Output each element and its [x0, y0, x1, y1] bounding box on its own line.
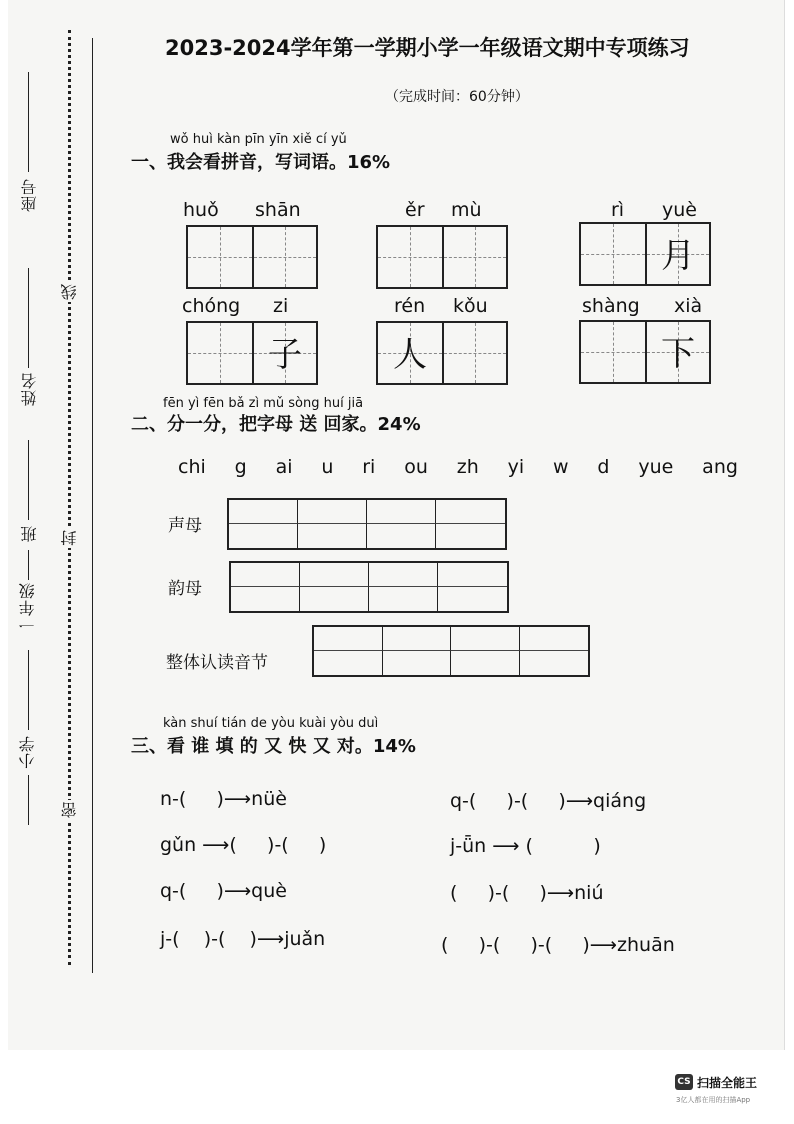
letter-item[interactable]: yi	[507, 456, 525, 478]
tianzi-grid-word6	[579, 320, 711, 384]
letter-item[interactable]: u	[321, 456, 334, 478]
exercise-line[interactable]: q-( )⟶què	[160, 880, 287, 902]
letter-item[interactable]: d	[597, 456, 610, 478]
word3-pinyin-1: rì	[611, 199, 625, 221]
page-title: 2023-2024学年第一学期小学一年级语文期中专项练习	[165, 36, 690, 60]
section1-pinyin: wǒ huì kàn pīn yīn xiě cí yǔ	[170, 132, 347, 147]
tianzi-grid-word1	[186, 225, 318, 289]
name-label: 姓名	[20, 372, 39, 406]
letter-item[interactable]: ai	[275, 456, 293, 478]
word4-pinyin-2: zi	[273, 295, 289, 317]
section3-heading: 三、看 谁 填 的 又 快 又 对。14%	[131, 736, 416, 757]
word2-pinyin-2: mù	[451, 199, 482, 221]
tianzi-cell[interactable]: 下	[645, 322, 709, 382]
time-limit: （完成时间：60分钟）	[385, 89, 529, 105]
section1-heading: 一、我会看拼音，写词语。16%	[131, 152, 391, 173]
whole-syllables-grid[interactable]	[312, 625, 590, 677]
letter-list	[178, 456, 738, 478]
exercise-line[interactable]: q-( )-( )⟶qiáng	[450, 790, 647, 812]
tianzi-cell[interactable]	[378, 227, 442, 287]
finals-label: 韵母	[168, 579, 202, 599]
word3-pinyin-2: yuè	[662, 199, 697, 221]
initials-grid[interactable]	[227, 498, 507, 550]
solid-margin-line	[92, 38, 93, 973]
word4-pinyin-1: chóng	[182, 295, 241, 317]
class-label: 班	[20, 525, 39, 542]
tianzi-cell[interactable]: 子	[252, 323, 316, 383]
tianzi-grid-word5	[376, 321, 508, 385]
word1-pinyin-1: huǒ	[183, 199, 219, 221]
section3-pinyin: kàn shuí tián de yòu kuài yòu duì	[163, 716, 379, 731]
whole-syllables-label: 整体认读音节	[166, 653, 268, 673]
section2-heading: 二、分一分，把字母 送 回家。24%	[131, 414, 421, 435]
letter-item[interactable]: chi	[178, 456, 206, 478]
tianzi-cell[interactable]: 月	[645, 224, 709, 284]
tianzi-cell[interactable]	[581, 322, 645, 382]
tianzi-cell[interactable]	[188, 323, 252, 383]
exercise-line[interactable]: j-( )-( )⟶juǎn	[160, 928, 326, 950]
tianzi-grid-word2	[376, 225, 508, 289]
seat-blank-line	[28, 72, 29, 172]
name-blank-line	[28, 268, 29, 368]
letter-item[interactable]: ri	[362, 456, 376, 478]
word2-pinyin-1: ěr	[405, 199, 425, 221]
exercise-line[interactable]: ( )-( )⟶niú	[450, 882, 604, 904]
section2-pinyin: fēn yì fēn bǎ zì mǔ sòng huí jiā	[163, 396, 364, 411]
scanner-tagline: 3亿人都在用的扫描App	[676, 1096, 751, 1104]
seal-line-char: 线	[60, 284, 79, 300]
school-blank-line	[28, 650, 29, 730]
tianzi-cell[interactable]	[252, 227, 316, 287]
finals-grid[interactable]	[229, 561, 509, 613]
tianzi-cell[interactable]	[442, 227, 506, 287]
word6-pinyin-2: xià	[674, 295, 703, 317]
seal-secret-char: 密	[60, 802, 79, 818]
letter-item[interactable]: yue	[638, 456, 674, 478]
class-blank-line	[28, 440, 29, 520]
tianzi-cell[interactable]: 人	[378, 323, 442, 383]
tianzi-grid-word4	[186, 321, 318, 385]
letter-item[interactable]: g	[234, 456, 247, 478]
seal-seal-char: 封	[60, 530, 79, 546]
exercise-line[interactable]: n-( )⟶nüè	[160, 788, 287, 810]
seat-label: 座号	[20, 178, 39, 212]
exercise-line[interactable]: j-ǖn ⟶ ( )	[450, 835, 601, 857]
exercise-line[interactable]: gǔn ⟶( )-( )	[160, 834, 327, 856]
initials-label: 声母	[168, 516, 202, 536]
letter-item[interactable]: ou	[404, 456, 428, 478]
letter-item[interactable]: ang	[702, 456, 738, 478]
word5-pinyin-2: kǒu	[453, 295, 488, 317]
grade-label: 一年级	[18, 582, 37, 633]
tianzi-cell[interactable]	[442, 323, 506, 383]
letter-item[interactable]: w	[553, 456, 569, 478]
grade-blank-line	[28, 550, 29, 580]
dotted-binding-line	[68, 30, 71, 965]
tianzi-cell[interactable]	[581, 224, 645, 284]
letter-item[interactable]: zh	[456, 456, 479, 478]
tianzi-grid-word3	[579, 222, 711, 286]
camscanner-logo-icon: CS	[675, 1074, 693, 1090]
exercise-line[interactable]: ( )-( )-( )⟶zhuān	[441, 934, 675, 956]
word5-pinyin-1: rén	[394, 295, 426, 317]
tianzi-cell[interactable]	[188, 227, 252, 287]
scanner-app-name: 扫描全能王	[697, 1076, 758, 1090]
word6-pinyin-1: shàng	[582, 295, 640, 317]
school-label: 小学	[18, 735, 37, 769]
school-blank-line-2	[28, 775, 29, 825]
word1-pinyin-2: shān	[255, 199, 301, 221]
